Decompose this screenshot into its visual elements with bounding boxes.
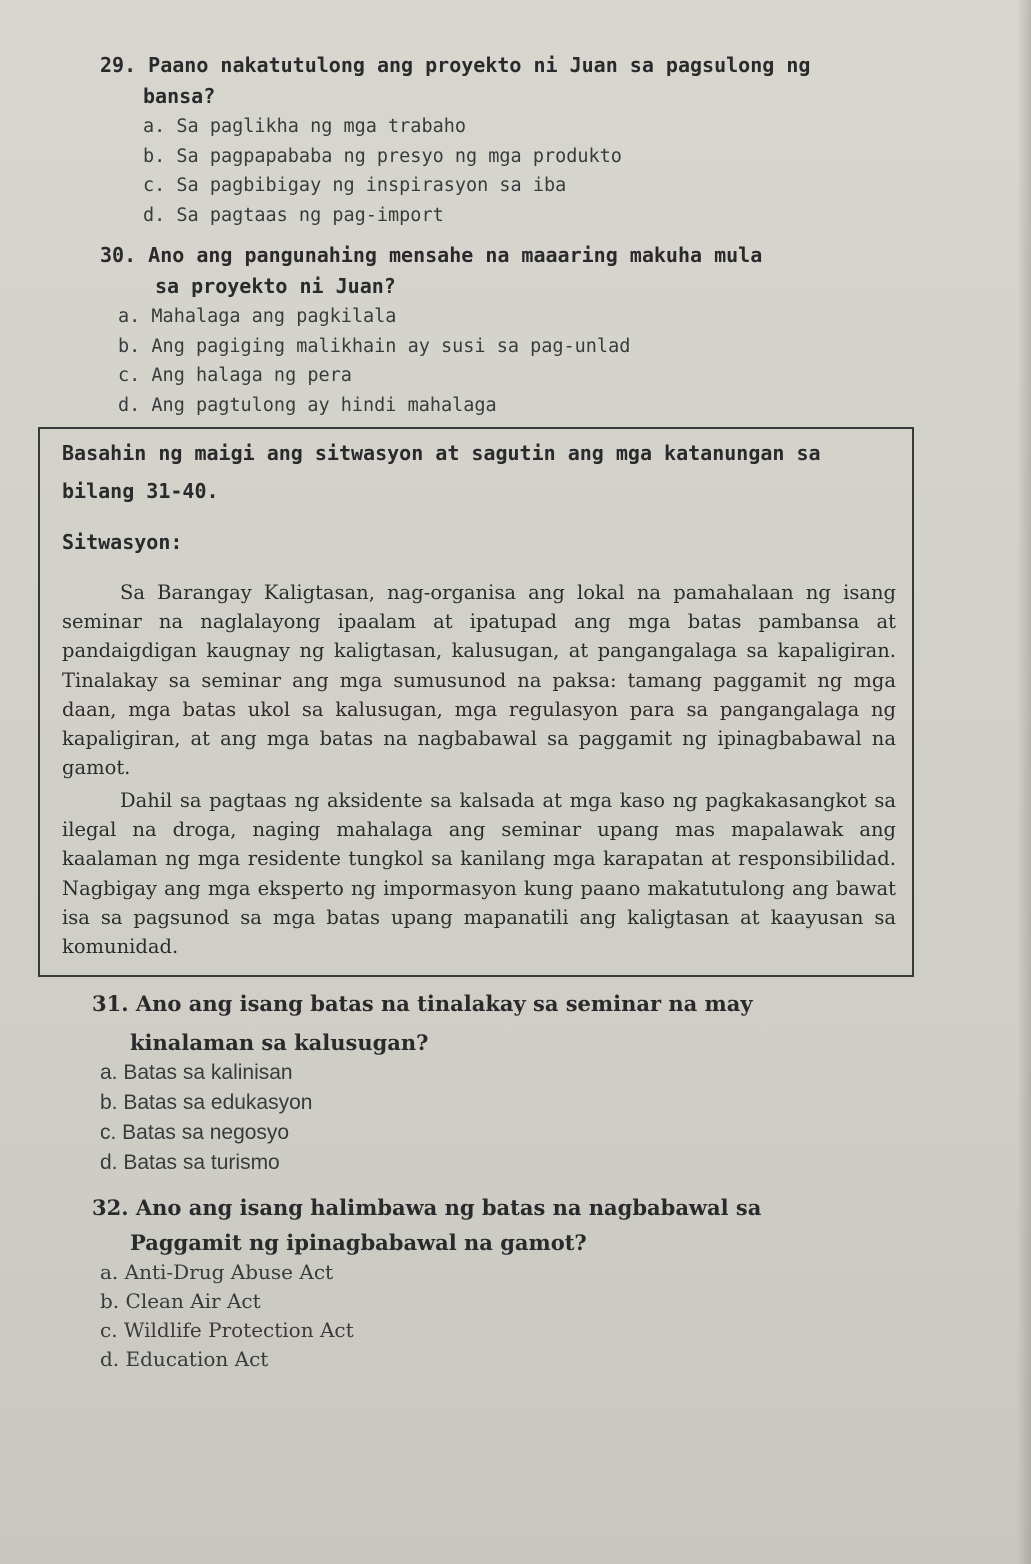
- question-29: [100, 50, 810, 230]
- question-29-title-line1: 29. Paano nakatutulong ang proyekto ni Juan sa pagsulong ng: [100, 53, 811, 77]
- question-29-option-c: c. Sa pagbibigay ng inspirasyon sa iba: [143, 175, 567, 196]
- question-31-option-c: c. Batas sa negosyo: [100, 1121, 290, 1144]
- question-30-option-c: c. Ang halaga ng pera: [118, 365, 352, 386]
- question-32-option-b: b. Clean Air Act: [100, 1289, 261, 1313]
- question-30-title-line1: 30. Ano ang pangunahing mensahe na maaaring makuha mula: [100, 243, 763, 267]
- question-29-option-b: b. Sa pagpapababa ng presyo ng mga produkto: [143, 145, 622, 167]
- question-31-option-d: d. Batas sa turismo: [100, 1151, 280, 1174]
- question-31-title-line1: 31. Ano ang isang batas na tinalakay sa seminar na may: [92, 991, 753, 1016]
- question-29-option-d: d. Sa pagtaas ng pag-import: [143, 204, 444, 226]
- question-32: [92, 1192, 761, 1374]
- question-30-option-b: b. Ang pagiging malikhain ay susi sa pag-unlad: [118, 335, 631, 357]
- question-32-option-c: c. Wildlife Protection Act: [100, 1318, 354, 1342]
- question-29-title-line2: bansa?: [143, 84, 216, 108]
- question-32-option-a: a. Anti-Drug Abuse Act: [100, 1260, 334, 1284]
- situation-instruction: Basahin ng maigi ang sitwasyon at sagutin ang mga katanungan sa bilang 31-40.: [62, 441, 821, 503]
- question-29-option-a: a. Sa paglikha ng mga trabaho: [143, 116, 467, 137]
- situation-heading: Sitwasyon:: [62, 530, 183, 554]
- question-31-option-b: b. Batas sa edukasyon: [100, 1091, 313, 1114]
- question-30-option-a: a. Mahalaga ang pagkilala: [118, 306, 397, 327]
- question-31: [92, 988, 753, 1178]
- question-31-title-line2: kinalaman sa kalusugan?: [130, 1030, 429, 1055]
- question-32-option-d: d. Education Act: [100, 1347, 269, 1371]
- question-30-title-line2: sa proyekto ni Juan?: [155, 274, 396, 298]
- question-30: [100, 240, 762, 420]
- question-32-title-line1: 32. Ano ang isang halimbawa ng batas na nagbabawal sa: [92, 1195, 762, 1220]
- situation-paragraph-2: Dahil sa pagtaas ng aksidente sa kalsada at mga kaso ng pagkakasangkot sa ilegal na droga, naging mahalaga ang seminar upang mas mapalawak ang kaalaman ng mga residente tungkol sa kanilang mga karapatan at responsibilidad. Nagbigay ang mga eksperto ng impormasyon kung paano makatutulong ang bawat isa sa pagsunod sa mga batas upang mapanatili ang kaligtasan at kaayusan sa komunidad.: [62, 789, 896, 959]
- page-edge-shadow: [1017, 0, 1031, 1564]
- question-32-title-line2: Paggamit ng ipinagbabawal na gamot?: [130, 1230, 587, 1255]
- question-31-option-a: a. Batas sa kalinisan: [100, 1061, 293, 1084]
- question-30-option-d: d. Ang pagtulong ay hindi mahalaga: [118, 394, 497, 416]
- situation-paragraph-1: Sa Barangay Kaligtasan, nag-organisa ang lokal na pamahalaan ng isang seminar na naglalayong ipaalam at ipatupad ang mga batas pambansa at pandaigdigan kaugnay ng kaligtasan, kalusugan, at pangangalaga sa kapaligiran. Tinalakay sa seminar ang mga sumusunod na paksa: tamang paggamit ng mga daan, mga batas ukol sa kalusugan, mga regulasyon para sa pangangalaga ng kapaligiran, at ang mga batas na nagbabawal sa paggamit ng ipinagbabawal na gamot.: [62, 581, 896, 780]
